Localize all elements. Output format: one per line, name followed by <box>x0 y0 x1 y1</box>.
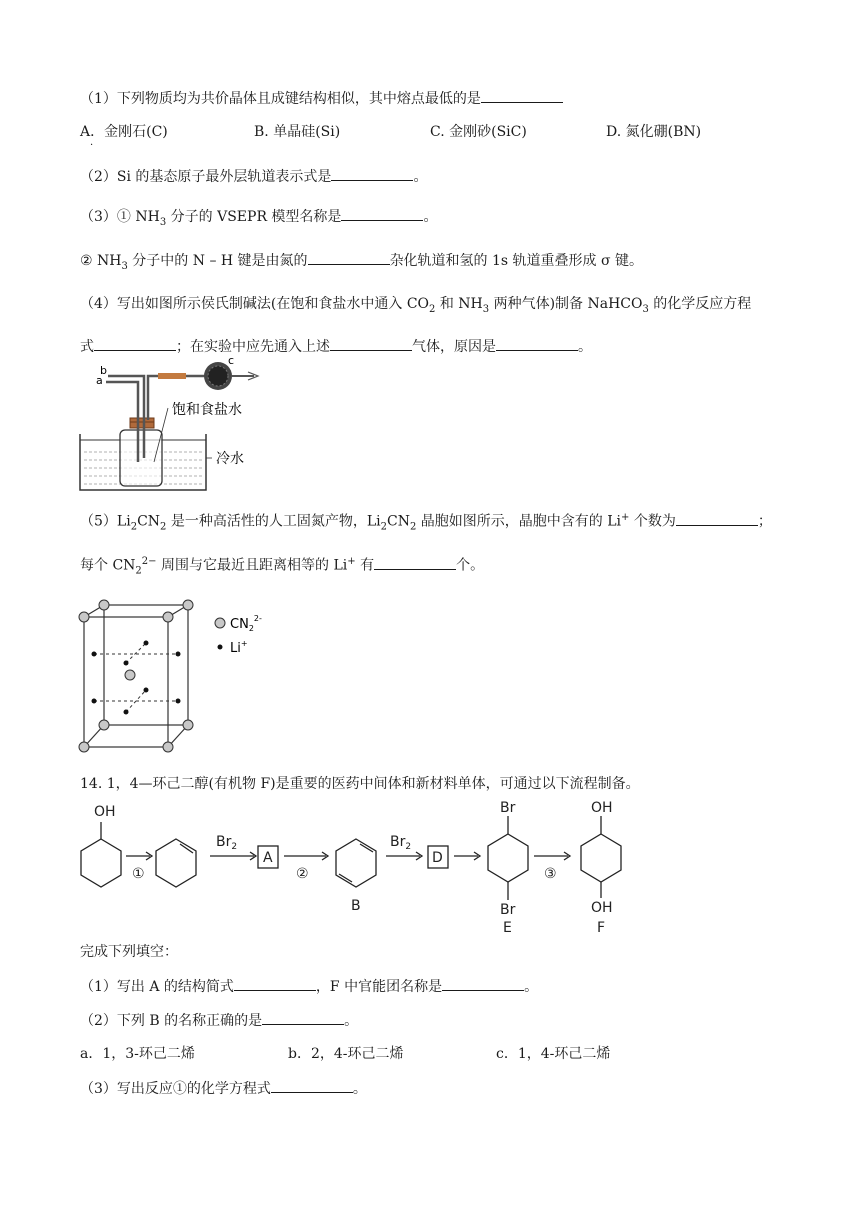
q13-part1-stem: （1）下列物质均为共价晶体且成键结构相似，其中熔点最低的是 <box>80 88 563 109</box>
answer-blank[interactable] <box>94 336 176 351</box>
answer-blank[interactable] <box>330 336 412 351</box>
oh-bottom-label: OH <box>591 900 613 916</box>
option-c[interactable]: C. 金刚砂(SiC) <box>430 124 527 140</box>
q14-part3: （3）写出反应①的化学方程式 。 <box>80 1078 367 1099</box>
label-cold-water: 冷水 <box>216 451 244 467</box>
br2-label-1: $Br_2$ <box>216 834 238 852</box>
option-a[interactable]: a．1，3-环己二烯 <box>80 1046 195 1062</box>
legend-cn2-label: $CN_2^{2-}$ <box>230 614 262 633</box>
box-d-label: D <box>432 850 443 866</box>
option-a[interactable]: A．金刚石(C) <box>80 124 168 140</box>
answer-blank[interactable] <box>676 511 758 526</box>
legend-li-marker <box>218 645 223 650</box>
q13-part4-line1: （4）写出如图所示侯氏制碱法(在饱和食盐水中通入 $CO_2$ 和 $NH_3$ 两种气体)制备 NaHCO$_3$ 的化学反应方程 <box>80 296 752 315</box>
q13-part4-line2: 式 ；在实验中应先通入上述 气体，原因是 。 <box>80 336 592 357</box>
q14-part1: （1）写出 A 的结构简式 ，F 中官能团名称是 。 <box>80 976 538 997</box>
stray-dot: · <box>90 140 94 151</box>
oh-top-label: OH <box>591 800 613 816</box>
option-b[interactable]: B. 单晶硅(Si) <box>254 124 341 140</box>
answer-blank[interactable] <box>481 88 563 103</box>
step-1-label: ① <box>132 866 145 882</box>
box-a-label: A <box>263 850 273 866</box>
label-a: a <box>96 374 103 387</box>
compound-e-label: E <box>503 920 512 936</box>
option-d[interactable]: D. 氮化硼(BN) <box>606 124 702 140</box>
legend-cn2-marker <box>215 618 225 628</box>
q13-part3-2: ② $NH_3$ 分子中的 N – H 键是由氮的 杂化轨道和氢的 1s 轨道重叠形成 σ 键。 <box>80 250 643 277</box>
option-b[interactable]: b．2，4-环己二烯 <box>288 1046 404 1062</box>
q13-part2: （2）Si 的基态原子最外层轨道表示式是 。 <box>80 166 427 187</box>
answer-blank[interactable] <box>496 336 578 351</box>
label-brine: 饱和食盐水 <box>172 402 242 418</box>
answer-blank[interactable] <box>234 976 316 991</box>
br-bottom-label: Br <box>500 902 516 918</box>
reaction-scheme <box>76 794 636 934</box>
q13-part5-line1: $(5)Li_2CN_2$ 是一种高活性的人工固氮产物，$Li_2CN_2$ 晶胞如图所示，晶胞中含有的 Li+ 个数为 ； <box>80 512 772 533</box>
answer-blank[interactable] <box>331 166 413 181</box>
q14-title: 14. 1，4—环己二醇(有机物 F)是重要的医药中间体和新材料单体，可通过以下流程制备。 <box>80 776 640 792</box>
apparatus-figure <box>78 354 278 492</box>
q14-instruction: 完成下列填空： <box>80 944 178 960</box>
answer-blank[interactable] <box>374 555 456 570</box>
unit-cell-figure <box>78 597 278 757</box>
step-2-label: ② <box>296 866 309 882</box>
answer-blank[interactable] <box>341 206 423 221</box>
step-3-label: ③ <box>544 866 557 882</box>
compound-b-label: B <box>351 898 361 914</box>
q13-part5-line2: 每个 $CN_2^{2-}$ 周围与它最近且距离相等的 Li+ 有 个。 <box>80 556 485 577</box>
option-c[interactable]: c．1，4-环己二烯 <box>496 1046 611 1062</box>
compound-f-label: F <box>597 920 606 936</box>
q13-part3-1: （3）① $NH_3$ 分子的 VSEPR 模型名称是 。 <box>80 206 437 233</box>
answer-blank[interactable] <box>271 1078 353 1093</box>
answer-blank[interactable] <box>442 976 524 991</box>
label-b: b <box>100 364 107 377</box>
answer-blank[interactable] <box>262 1010 344 1025</box>
label-c: c <box>228 354 235 367</box>
oh-label-1: OH <box>94 804 116 820</box>
q14-part2: （2）下列 B 的名称正确的是 。 <box>80 1010 358 1031</box>
br-top-label: Br <box>500 800 516 816</box>
answer-blank[interactable] <box>308 250 390 265</box>
br2-label-2: $Br_2$ <box>390 834 412 852</box>
legend-li-label: Li+ <box>230 639 248 656</box>
